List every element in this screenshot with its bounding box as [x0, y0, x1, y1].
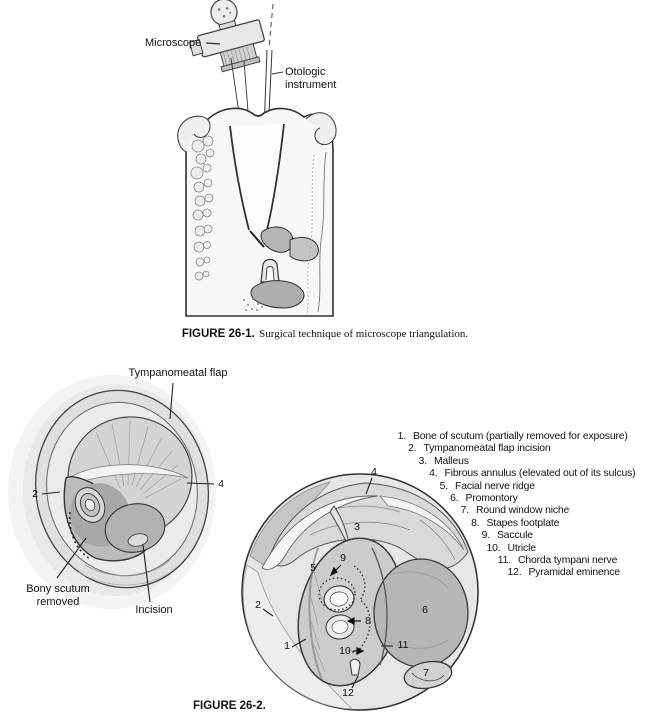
- legend-item-2: [391, 443, 636, 455]
- right-marker-1: 1: [284, 640, 290, 652]
- legend-item-8: [454, 518, 636, 530]
- figure-26-1-caption-text: Surgical technique of microscope triangulation.: [259, 328, 469, 340]
- left-marker-2: 2: [32, 488, 38, 500]
- right-marker-2: 2: [255, 599, 261, 611]
- tympanomeatal-flap-label: Tympanomeatal flap: [128, 367, 228, 379]
- right-marker-4: 4: [371, 466, 377, 478]
- legend-text: Fibrous annulus (elevated out of its sulcus): [444, 468, 636, 480]
- legend-text: Bone of scutum (partially removed for exposure): [413, 431, 628, 442]
- legend-num: 9.: [481, 530, 490, 542]
- figure-26-2-legend: [380, 431, 635, 580]
- legend-num: 4.: [429, 468, 438, 480]
- right-marker-6: 6: [422, 604, 428, 616]
- legend-num: 10.: [486, 542, 501, 554]
- legend-text: Saccule: [497, 530, 533, 542]
- incision-label: Incision: [135, 604, 173, 616]
- otologic-leader-line: [272, 72, 283, 74]
- legend-num: 8.: [471, 517, 480, 529]
- fig2-left-ear-art: [8, 375, 224, 609]
- legend-item-4: [412, 468, 636, 480]
- right-marker-11: 11: [397, 639, 409, 651]
- legend-item-9: [464, 530, 635, 542]
- right-marker-9: 9: [340, 552, 346, 564]
- legend-text: Promontory: [465, 493, 518, 505]
- legend-num: 11.: [497, 555, 511, 567]
- right-marker-10: 10: [339, 645, 351, 657]
- legend-text: Stapes footplate: [486, 517, 560, 529]
- legend-text: Utricle: [507, 542, 536, 554]
- legend-num: 2.: [408, 443, 417, 455]
- legend-item-5: [422, 481, 635, 493]
- legend-num: 3.: [418, 455, 427, 467]
- legend-item-6: [433, 493, 636, 505]
- legend-item-3: [401, 456, 635, 468]
- microscope-label: Microscope: [145, 37, 202, 49]
- right-marker-3: 3: [354, 521, 360, 533]
- figure-26-1-caption: [0, 324, 650, 342]
- figure-26-2-caption: FIGURE 26-2.: [193, 700, 266, 712]
- legend-num: 7.: [460, 505, 469, 517]
- legend-text: Chorda tympani nerve: [518, 555, 618, 567]
- right-marker-7: 7: [423, 667, 429, 679]
- legend-item-11: [485, 555, 635, 567]
- fig1-cross-section-art: [178, 108, 336, 316]
- legend-num: 12.: [507, 567, 522, 579]
- figure-26-1-caption-label: FIGURE 26-1.: [181, 328, 255, 340]
- legend-item-1: [380, 431, 635, 443]
- legend-num: 6.: [450, 493, 459, 505]
- legend-item-7: [443, 505, 635, 517]
- instrument-axis-dashed-line: [269, 4, 273, 48]
- legend-item-12: [496, 567, 636, 579]
- otologic-instrument-label: Otologic instrument: [285, 66, 337, 91]
- legend-item-10: [475, 543, 636, 555]
- bony-scutum-removed-label: Bony scutum removed: [26, 583, 90, 608]
- legend-num: 1.: [397, 431, 406, 442]
- legend-text: Tympanomeatal flap incision: [423, 443, 551, 455]
- right-marker-5: 5: [310, 562, 316, 574]
- legend-num: 5.: [439, 480, 448, 492]
- legend-text: Facial nerve ridge: [455, 480, 535, 492]
- legend-text: Pyramidal eminence: [528, 567, 620, 579]
- left-marker-4: 4: [218, 478, 224, 490]
- right-marker-8: 8: [365, 615, 371, 627]
- legend-text: Round window niche: [476, 505, 570, 517]
- legend-text: Malleus: [434, 455, 469, 467]
- right-marker-12: 12: [342, 687, 354, 699]
